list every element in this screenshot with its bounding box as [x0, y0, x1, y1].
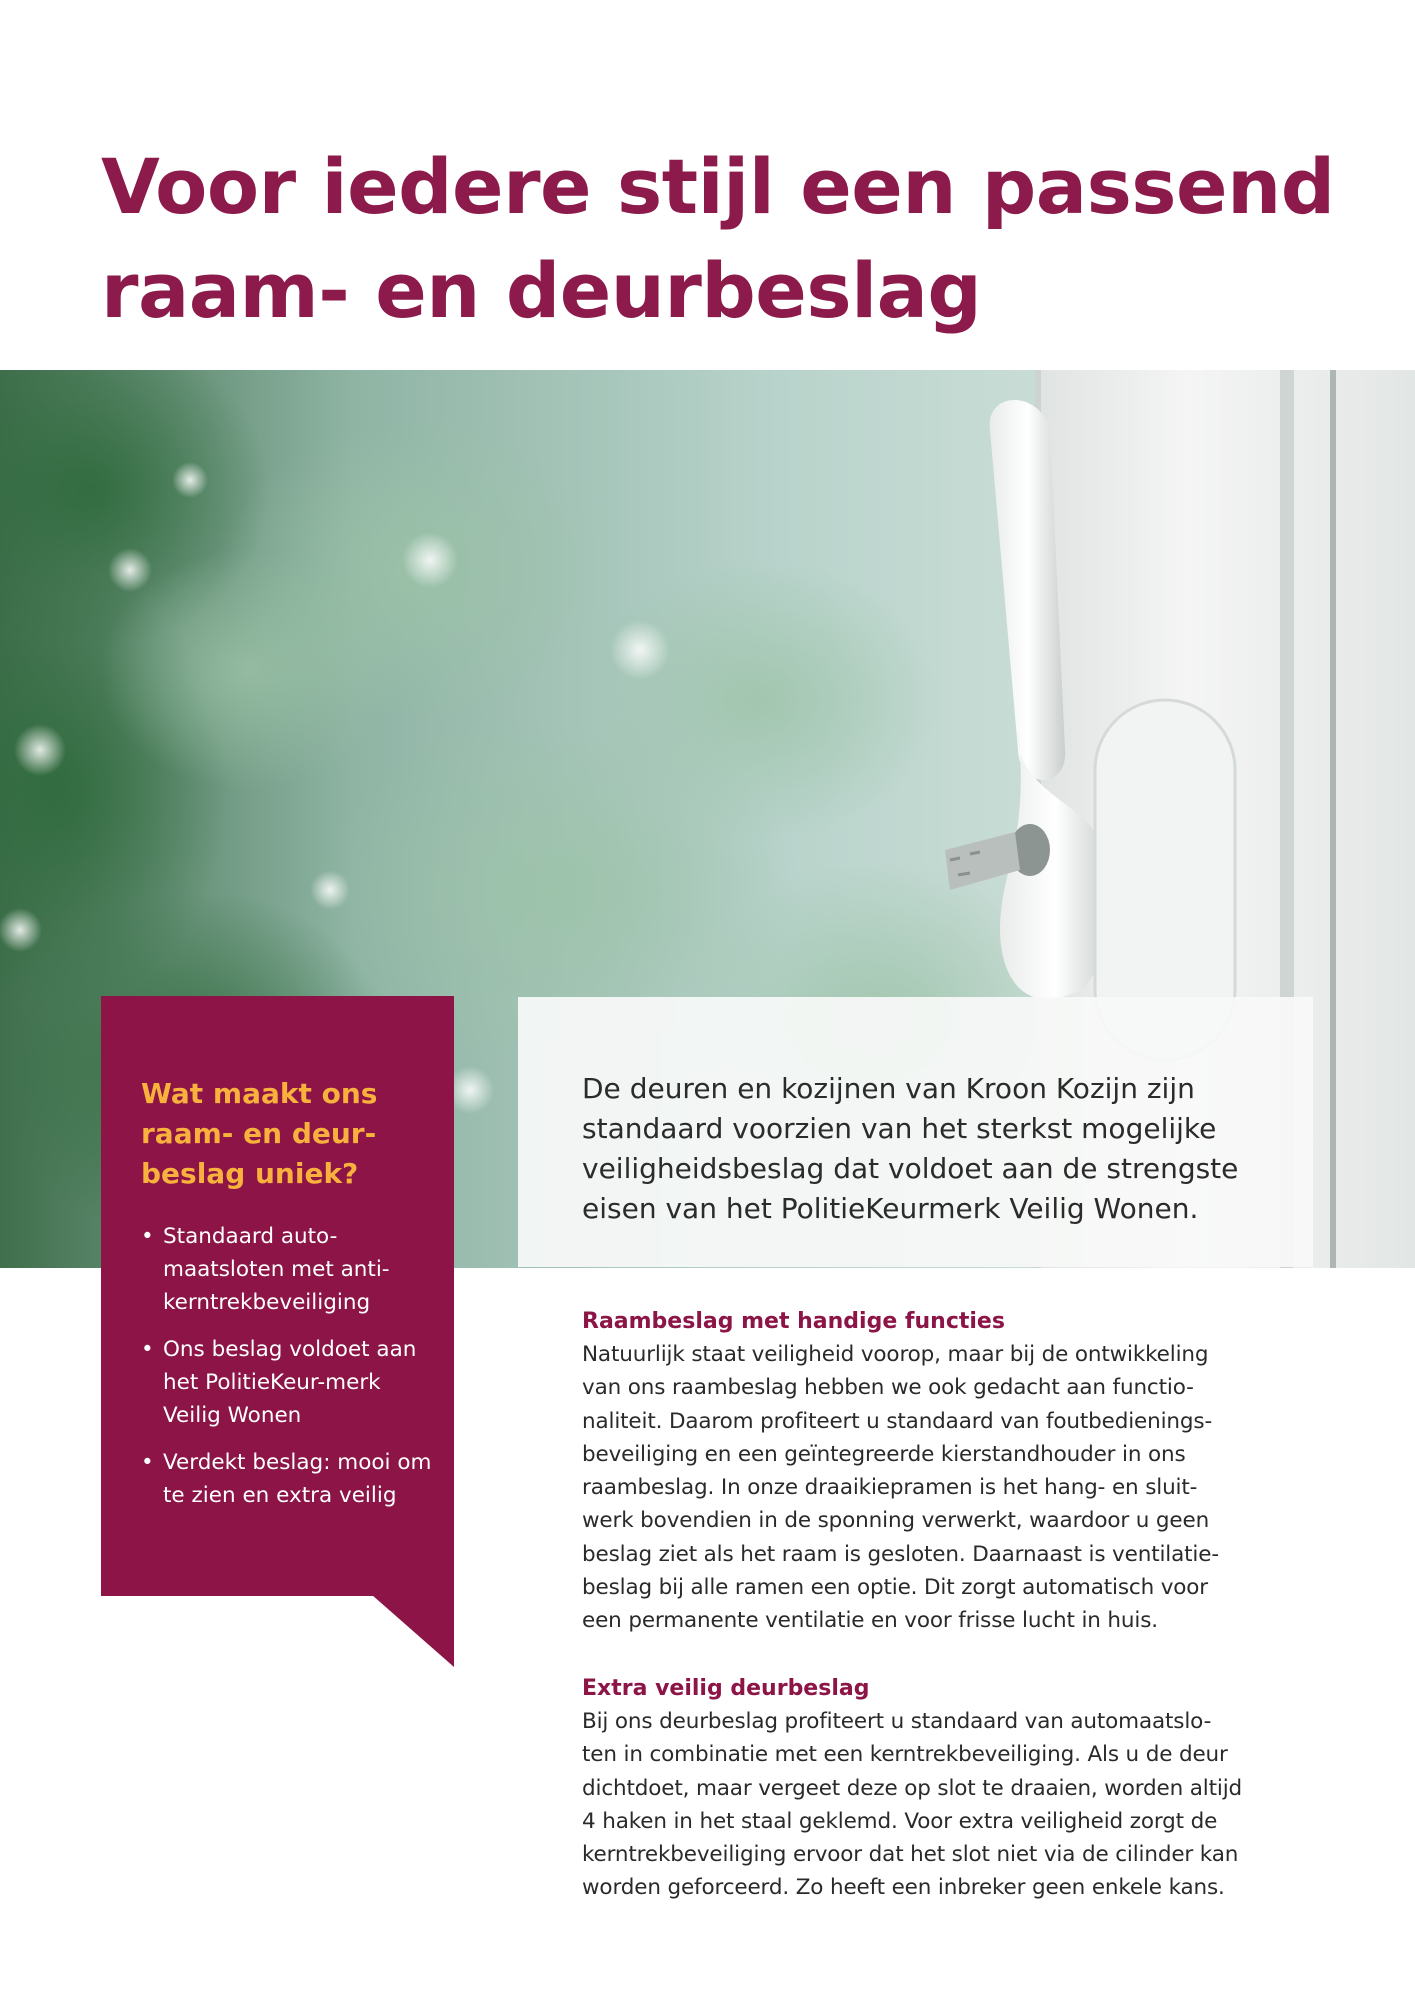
section-heading: Raambeslag met handige functies [582, 1309, 1005, 1334]
benefit-list [141, 1220, 432, 1512]
speech-bubble-tail [372, 1595, 454, 1667]
page-title: Voor iedere stijl een passend raam- en deurbeslag [101, 142, 1335, 335]
section-body: Bij ons deurbeslag profiteert u standaard van automaatslo- ten in combinatie met een kerntrekbeveiliging. Als u de deur dichtdoet, maar vergeet deze op slot te draaien, worden altijd 4 haken in het staal geklemd. Voor extra veiligheid zorgt de kerntrekbeveiliging ervoor dat het slot niet via de cilinder kan worden geforceerd. Zo heeft een inbreker geen enkele kans. [582, 1709, 1243, 1901]
intro-panel [518, 997, 1313, 1267]
section-heading: Extra veilig deurbeslag [582, 1676, 870, 1701]
section-door-hardware [582, 1672, 1322, 1905]
highlight-box [101, 996, 454, 1596]
benefit-item: • Verdekt beslag: mooi om te zien en extra veilig [141, 1446, 433, 1512]
intro-text: De deuren en kozijnen van Kroon Kozijn zijn standaard voorzien van het sterkst mogelijke veiligheidsbeslag dat voldoet aan de strengste eisen van het PolitieKeurmerk Veilig Wonen. [582, 1072, 1239, 1225]
benefit-item: • Standaard auto-maatsloten met anti-kerntrekbeveiliging [141, 1220, 433, 1319]
highlight-heading: Wat maakt ons raam- en deur-beslag uniek? [141, 1077, 378, 1190]
section-window-hardware [582, 1305, 1322, 1638]
section-body: Natuurlijk staat veiligheid voorop, maar bij de ontwikkeling van ons raambeslag hebben we ook gedacht aan functio- naliteit. Daarom profiteert u standaard van foutbedienings- beveiliging en een geïntegreerde kierstandhouder in ons raambeslag. In onze draaikiepramen is het hang- en sluit- werk bovendien in de sponning verwerkt, waardoor u geen beslag ziet als het raam is gesloten. Daarnaast is ventilatie- beslag bij alle ramen een optie. Dit zorgt automatisch voor een permanente ventilatie en voor frisse lucht in huis. [582, 1342, 1219, 1634]
benefit-item: • Ons beslag voldoet aan het PolitieKeur-merk Veilig Wonen [141, 1333, 433, 1432]
